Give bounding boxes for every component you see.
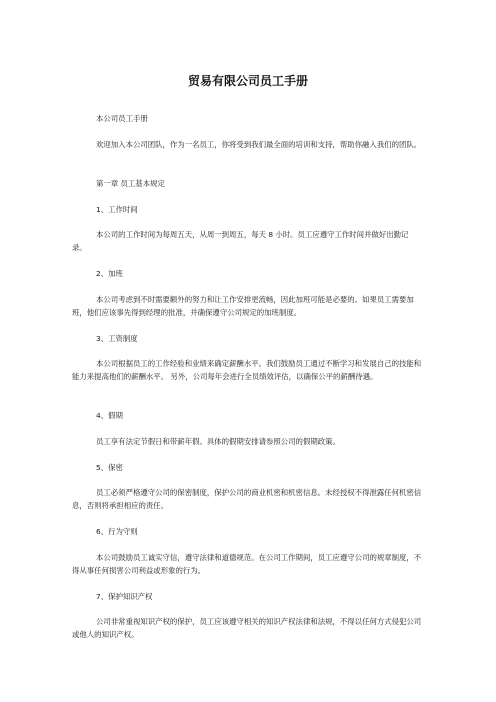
- section-heading-conduct: 6、行为守则: [96, 527, 138, 536]
- section-heading-holidays: 4、假期: [96, 411, 123, 420]
- document-title: 贸易有限公司员工手册: [187, 74, 308, 88]
- paragraph-holidays: 员工享有法定节假日和带薪年假。具体的假期安排请参照公司的假期政策。: [96, 437, 340, 446]
- paragraph-overtime: 本公司考虑到不时需要额外的努力和让工作安排更流畅，因此加班可能是必要的。如果员工需要加班，他们应该事先得到经理的批准，并确保遵守公司规定的加班制度。: [72, 295, 414, 317]
- paragraph-handbook-heading: 本公司员工手册: [96, 114, 148, 123]
- section-heading-overtime: 2、加班: [96, 269, 123, 278]
- chapter-heading: 第一章 员工基本规定: [96, 179, 165, 188]
- paragraph-confidentiality: 员工必须严格遵守公司的保密制度，保护公司的商业机密和机密信息。未经授权不得泄露任何机密信息，否则将承担相应的责任。: [72, 488, 422, 510]
- paragraph-salary: 本公司根据员工的工作经验和业绩来确定薪酬水平。我们鼓励员工通过不断学习和发展自己的技能和能力来提高他们的薪酬水平。 另外，公司每年会进行全员绩效评估，以确保公平的薪酬待遇。: [72, 359, 422, 381]
- section-heading-work-hours: 1、工作时间: [96, 205, 138, 214]
- section-heading-ip: 7、保护知识产权: [96, 592, 153, 601]
- section-heading-confidentiality: 5、保密: [96, 463, 123, 472]
- section-heading-salary: 3、工资制度: [96, 334, 138, 343]
- paragraph-welcome: 欢迎加入本公司团队，作为一名员工，你将受到我们最全面的培训和支持，帮助你融入我们的团队。: [96, 140, 422, 149]
- paragraph-conduct: 本公司鼓励员工诚实守信，遵守法律和道德规范。在公司工作期间，员工应遵守公司的规章制度，不得从事任何损害公司利益或形象的行为。: [72, 553, 422, 575]
- paragraph-work-hours: 本公司的工作时间为每周五天，从周一到周五，每天 8 小时。员工应遵守工作时间并做好出勤记录。: [72, 230, 409, 252]
- paragraph-ip: 公司非常重视知识产权的保护，员工应该遵守相关的知识产权法律和法规，不得以任何方式侵犯公司或他人的知识产权。: [72, 617, 422, 639]
